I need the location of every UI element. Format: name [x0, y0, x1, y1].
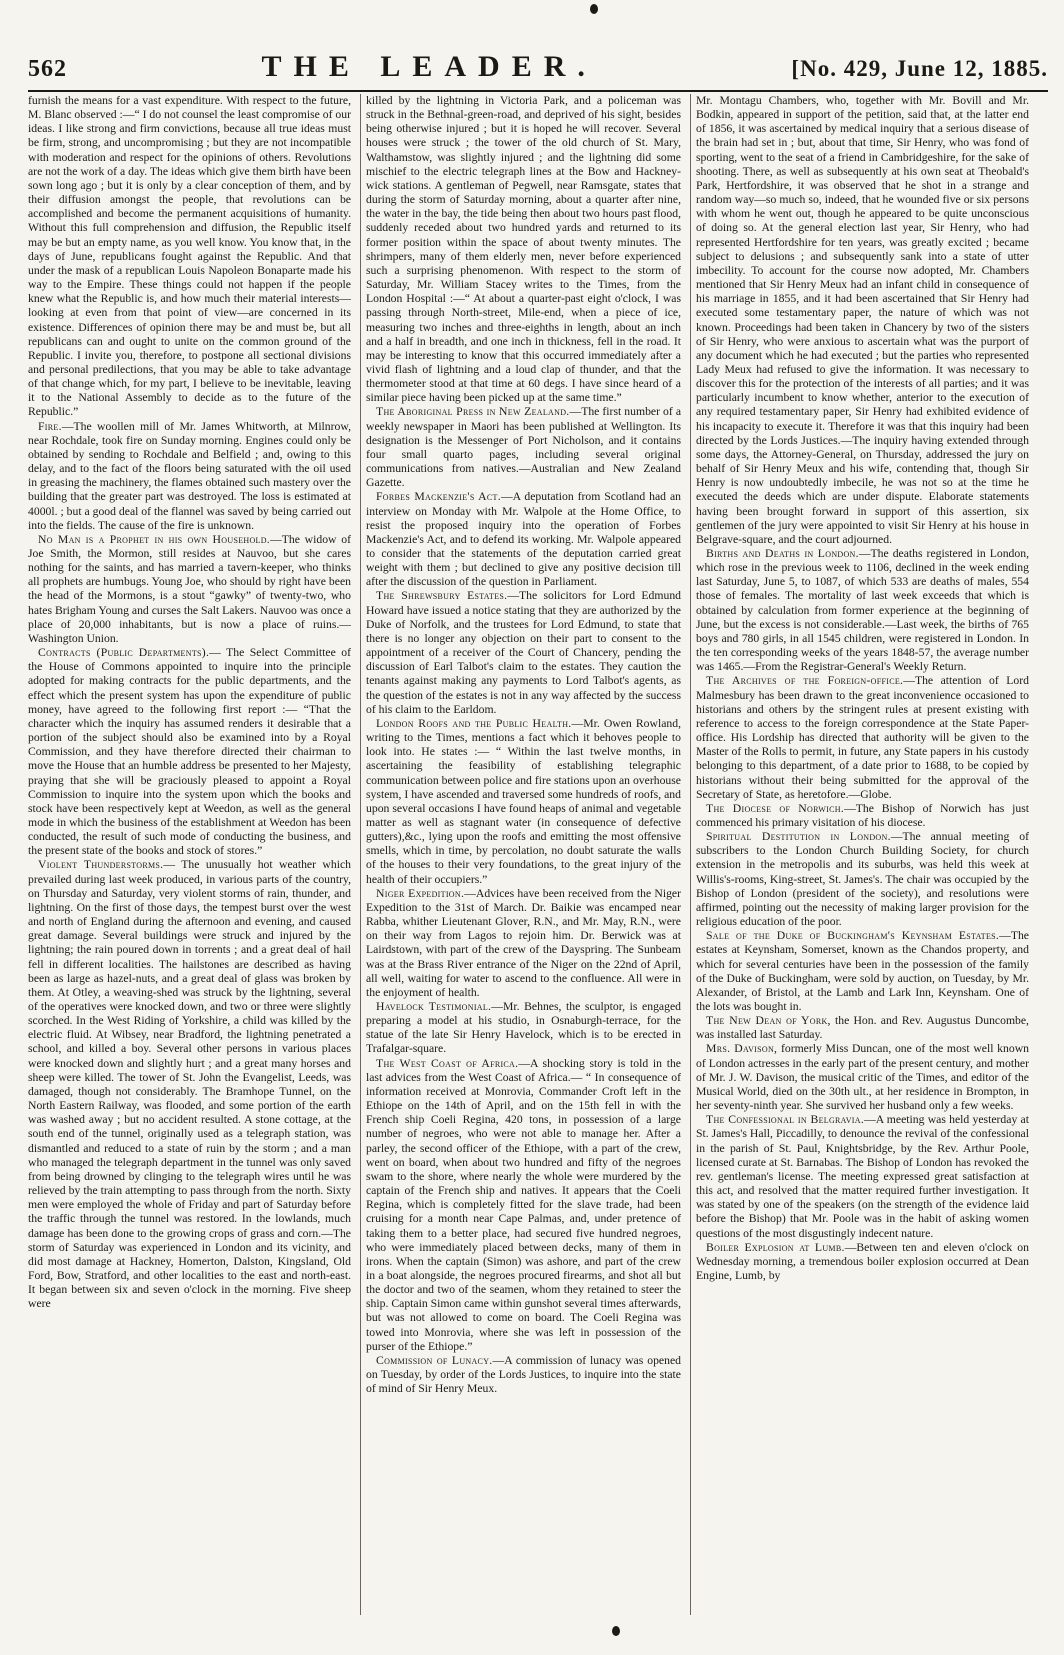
article-heading: Contracts (Public Departments).	[38, 646, 210, 660]
ink-blot	[612, 1626, 620, 1636]
article-heading: Commission of Lunacy.	[376, 1353, 493, 1367]
article-paragraph	[696, 1241, 1029, 1283]
column-1	[28, 94, 351, 1615]
article-text: —The Bishop of Norwich has just commenced his primary visitation of his diocese.	[696, 801, 1029, 829]
article-paragraph	[696, 802, 1029, 830]
article-paragraph	[366, 94, 681, 405]
article-paragraph	[28, 858, 351, 1311]
article-paragraph	[366, 1000, 681, 1057]
article-heading: Forbes Mackenzie's Act.	[376, 490, 501, 504]
article-paragraph	[696, 830, 1029, 929]
page-number: 562	[28, 56, 67, 82]
article-heading: Sale of the Duke of Buckingham's Keynsham Estates.	[706, 929, 1000, 943]
article-heading: The Archives of the Foreign-office.	[706, 674, 904, 688]
article-text: —The first number of a weekly newspaper in Maori has been published at Wellington. Its designation is the Messenger of Port Nicholson, and it contains four small quarto pages, including several original communications from natives.—Australian and New Zealand Gazette.	[366, 405, 681, 490]
article-heading: Mrs. Davison,	[706, 1042, 778, 1056]
article-heading: Fire.	[38, 419, 62, 433]
article-paragraph	[696, 94, 1029, 547]
article-heading: No Man is a Prophet in his own Household.	[38, 532, 271, 546]
masthead	[28, 50, 1048, 92]
article-heading: Spiritual Destitution in London.	[706, 830, 891, 844]
article-text: —The deaths registered in London, which rose in the previous week to 1106, declined in the week ending last Saturday, June 5, to 1087, of which 533 are deaths of males, 554 those of females. The mortality of last week exceeds that which is obtained by calculation from former experience at the beginning of June, but the excess is not considerable.—Last week, the births of 765 boys and 780 girls, in all 1545 children, were registered in London. In the ten corresponding weeks of the years 1848-57, the average number was 1465.—From the Registrar-General's Weekly Return.	[696, 547, 1029, 674]
article-text: —A commission of lunacy was opened on Tuesday, by order of the Lords Justices, to inquire into the state of mind of Sir Henry Meux.	[366, 1353, 681, 1396]
article-text: —A shocking story is told in the last advices from the West Coast of Africa.— “ In consequence of information received at Monrovia, Commander Croft left in the Ethiope on the 14th of April, and on the 15th fell in with the French ship Coeli Regina, 420 tons, in possession of a large number of negroes, who were not able to manage her. After a parley, the second officer of the Ethiope, with a part of the crew, went on board, when about two hundred and fifty of the negroes swam to the shore, where nearly the whole were murdered by the captain of the French ship and natives. It appears that the Coeli Regina, which is completely fitted for the slave trade, had been cruising for a month near Cape Palmas, and, under pretence of taking them to a better place, had secured five hundred negroes, who were immediately placed between decks, many of them in irons. When the captain (Simon) was ashore, and part of the crew in a boat alongside, the negroes procured firearms, and shot all but the doctor and two of the seamen, whom they retained to steer the ship. Captain Simon came within gunshot several times afterwards, but was not allowed to come on board. The Coeli Regina was towed into Monrovia, where she was left in possession of the purser of the Ethiope.”	[366, 1056, 681, 1353]
article-heading: The Confessional in Belgravia.	[706, 1113, 865, 1127]
article-heading: Niger Expedition.	[376, 886, 465, 900]
article-text: —The woollen mill of Mr. James Whitworth, at Milnrow, near Rochdale, took fire on Sunday morning. Engines could only be obtained by sending to Rochdale and Belfield ; and, owing to this delay, and to the fact of the floors being saturated with the oil used in greasing the machinery, the flames obtained such mastery over the building that the greater part was destroyed. The loss is estimated at 4000l. ; but a good deal of the flannel was saved by being carried out into the fields. The cause of the fire is unknown.	[28, 419, 351, 532]
article-columns	[28, 94, 1052, 1615]
article-text: —Mr. Owen Rowland, writing to the Times, mentions a fact which it behoves people to look into. He states :— “ Within the last twelve months, in ascertaining the feasibility of establishing telegraphic communication between police and fire stations upon an overhouse system, I have ascended and traversed some hundreds of roofs, and upon several occasions I have found heaps of animal and vegetable matter as well as stagnant water (in consequence of defective gutters),&c., lying upon the roofs and emitting the most offensive smells, which in time, by percolation, no doubt saturate the walls of the houses to their very foundations, to the great injury of the health of their occupiers.”	[366, 716, 681, 886]
article-paragraph	[366, 490, 681, 589]
issue-line: [No. 429, June 12, 1885.	[791, 56, 1048, 81]
article-text: —The estates at Keynsham, Somerset, known as the Chandos property, and which for several centuries have been in the possession of the family of the Duke of Buckingham, were sold by auction, on Tuesday, by Mr. Alexander, of Bristol, at the Lamb and Lark Inn, Keynsham. One of the lots was bought in.	[696, 929, 1029, 1013]
article-paragraph	[28, 533, 351, 646]
article-text: —The solicitors for Lord Edmund Howard have issued a notice stating that they are authorized by the Duke of Norfolk, and the trustees for Lord Edmund, to state that there is no longer any objection on their part to consent to the appointment of a receiver of the Court of Chancery, pending the discussion of Earl Talbot's claim to the estates. They caution the tenants against making any payments to Lord Talbot's agents, as the question of the estates is not in any way affected by the success of his claim to the Earldom.	[366, 589, 681, 716]
article-heading: Havelock Testimonial.	[376, 1000, 492, 1013]
article-text: — The Select Committee of the House of Commons appointed to inquire into the principle adopted for making contracts for the public departments, and the effect which the present system has upon the expenditure of public money, have agreed to the following first report :— “That the character which the inquiry has assumed renders it desirable that a portion of the subject should also be examined into by a Royal Commission, and they have therefore directed their chairman to move the House that an humble address be presented to her Majesty, praying that she will be graciously pleased to appoint a Royal Commission to inquire into the system upon which the books and stock have been respectively kept at Weedon, as well as the general mode in which the business of the establishment at Weedon has been conducted, the result of such mode of conducting the business, and the present state of the books and stock of stores.”	[28, 646, 351, 858]
article-heading: Boiler Explosion at Lumb.	[706, 1240, 845, 1254]
article-text: —Advices have been received from the Niger Expedition to the 31st of March. Dr. Baikie was encamped near Rabba, whither Lieutenant Glover, R.N., and Mr. May, R.N., were on their way from Lagos to rejoin him. Dr. Berwick was at Lairdstown, with part of the crew of the Dayspring. The Sunbeam was at the Brass River entrance of the Niger on the 22nd of April, all well, waiting for water to ascend to the confluence. All were in the enjoyment of health.	[366, 886, 681, 999]
article-paragraph	[366, 1354, 681, 1396]
article-paragraph	[696, 1042, 1029, 1113]
article-paragraph	[366, 717, 681, 887]
article-paragraph	[696, 1014, 1029, 1042]
article-text: —Mr. Behnes, the sculptor, is engaged preparing a model at his studio, in Osnaburgh-terrace, for the statue of the late Sir Henry Havelock, which is to be erected in Trafalgar-square.	[366, 1000, 681, 1056]
article-heading: The West Coast of Africa.	[376, 1056, 519, 1070]
article-paragraph	[696, 674, 1029, 801]
article-text: — The unusually hot weather which prevailed during last week produced, in various parts of the country, on Thursday and Saturday, very violent storms of rain, thunder, and lightning. On the first of those days, the tempest burst over the west and north of England during the afternoon and evening, and caused great damage. Several buildings were struck and injured by the lightning; the rain poured down in torrents ; and a great deal of hail fell in different localities. The hailstones are described as having been as large as hazel-nuts, and a great deal of glass was broken by them. At Otley, a weaving-shed was struck by the lightning, several of the operatives were knocked down, and two or three were slightly scorched. In the West Riding of Yorkshire, a child was killed by the electric fluid. At Wibsey, near Bradford, the lightning penetrated a school, and killed a boy. Several other persons in various places were knocked down and slightly hurt ; and a great many horses and sheep were killed. The tower of St. John the Evangelist, Leeds, was damaged, though not considerably. The Bramhope Tunnel, on the North Eastern Railway, was flooded, and some portion of the earth was washed away ; but no accident resulted. A stone cottage, at the south end of the tunnel, originally used as a telegraph station, was dismantled and reduced to a state of ruin by the storm ; and a man who managed the telegraph department in the tunnel was only saved from being drowned by clinging to the telegraph wires until he was relieved by the train attempting to pass through from the north. Sixty men were employed the whole of Friday and part of Saturday before the traffic through the tunnel was restored. In the lowlands, much damage has been done to the growing crops of grass and corn.—The storm of Saturday was experienced in London and its vicinity, and did most damage at Hackney, Homerton, Dalston, Kingsland, Old Ford, Bow, Stratford, and other localities to the east and north-east. It began between six and seven o'clock in the morning. Five sheep were	[28, 858, 351, 1311]
article-paragraph	[366, 589, 681, 716]
article-text: furnish the means for a vast expenditure. With respect to the future, M. Blanc observed :—“ I do not counsel the least compromise of our ideas. I like strong and firm convictions, because all true ideas must be firm, strong, and uncompromising ; but they are not incompatible with moderation and respect for the opinions of others. Revolutions are not the work of a day. The ideas which give them birth have been sown long ago ; but it is only by a clear conception of them, and by their diffusion amongst the people, that revolutions can be accomplished and become the permanent acquisitions of humanity. Without this full comprehension and diffusion, the Republic itself may be but an empty name, as you well know. You know that, in the days of June, republicans fought against the Republic. And that under the mask of a republican Louis Napoleon Bonaparte made his way to the Empire. These things could not happen if the people knew what the Republic is, and how much their material interests—looking at even from that point of view—are concerned in its existence. Differences of opinion there may be and must be, but all republicans can and ought to unite on the common ground of the Republic. I invite you, therefore, to postpone all sectional divisions and personal predilections, that you may be able to take advantage of that change which, for my part, I believe to be inevitable, leaving it to the National Assembly to decide as to the future of the Republic.”	[28, 94, 351, 419]
article-text: killed by the lightning in Victoria Park, and a policeman was struck in the Bethnal-green-road, and deprived of his sight, besides being otherwise injured ; but it is hoped he will recover. Several houses were struck ; the tower of the old church of St. Mary, Walthamstow, was slightly injured ; and the lightning did some mischief to the electric telegraph lines at the Bow and Hackney-wick stations. A gentleman of Pegwell, near Ramsgate, states that during the storm of Saturday morning, about a quarter after nine, the water in the bay, the tide being then about two hours past flood, suddenly receded about two hundred yards and returned to its former position within the space of about twenty minutes. The shrimpers, many of them elderly men, never before experienced such a surprising phenomenon. With respect to the storm of Saturday, Mr. William Stacey writes to the Times, from the London Hospital :—“ At about a quarter-past eight o'clock, I was passing through North-street, Mile-end, when a piece of ice, measuring two inches and three-eighths in length, about an inch and a half in breadth, and one inch in thickness, fell in the road. It may be interesting to know that this occurred immediately after a vivid flash of lightning and a loud clap of thunder, and that the thermometer stood at that time at 60 degs. I have since heard of a similar piece having been picked up at the same time.”	[366, 94, 681, 405]
article-heading: The New Dean of York,	[706, 1014, 831, 1028]
article-paragraph	[696, 929, 1029, 1014]
article-heading: The Diocese of Norwich.	[706, 801, 845, 815]
article-paragraph	[696, 547, 1029, 674]
article-text: —The annual meeting of subscribers to the London Church Building Society, for church extension in the metropolis and its suburbs, was held this week at Willis's-rooms, King-street, St. James's. The chair was occupied by the Bishop of London (president of the society), and resolutions were affirmed, pointing out the necessity of making larger provision for the religious education of the poor.	[696, 830, 1029, 929]
article-text: —The attention of Lord Malmesbury has been drawn to the great inconvenience occasioned to historians and others by the stringent rules at present existing with reference to access to the foreign correspondence at the State Paper-office. His Lordship has directed that authority will be given to the Master of the Rolls to permit, in future, any State papers in his custody belonging to this department, of a date prior to 1688, to be copied by historians without their being submitted for the approval of the Secretary of State, as heretofore.—Globe.	[696, 674, 1029, 801]
article-text: —The widow of Joe Smith, the Mormon, still resides at Nauvoo, but she cares nothing for the saints, and has married a tavern-keeper, who thinks all prophets are humbugs. Young Joe, who should by right have been the head of the Mormons, is a stout “gawky” of twenty-two, who hates Brigham Young and curses the Salt Lakers. Nauvoo was once a place of 20,000 inhabitants, but is now a place of ruins.—Washington Union.	[28, 532, 351, 645]
article-text: —Between ten and eleven o'clock on Wednesday morning, a tremendous boiler explosion occurred at Dean Engine, Lumb, by	[696, 1240, 1029, 1282]
ink-blot	[590, 4, 598, 14]
article-paragraph	[28, 94, 351, 420]
article-text: formerly Miss Duncan, one of the most well known of London actresses in the early part of the present century, and mother of Mr. J. W. Davison, the musical critic of the Times, and editor of the Musical World, died on the 30th ult., at her residence in Brompton, in her seventy-ninth year. She survived her husband only a few weeks.	[696, 1042, 1029, 1113]
article-paragraph	[28, 420, 351, 533]
article-text: —A deputation from Scotland had an interview on Monday with Mr. Walpole at the Home Office, to resist the proposed inquiry into the operation of Forbes Mackenzie's Act, and to defend its working. Mr. Walpole appeared to consider that the statements of the deputation carried great weight with them ; but declined to give any positive decision till after the discussion of the question in Parliament.	[366, 490, 681, 589]
article-text: the Hon. and Rev. Augustus Duncombe, was installed last Saturday.	[696, 1014, 1029, 1042]
column-3	[690, 94, 1029, 1615]
article-paragraph	[366, 1057, 681, 1354]
article-paragraph	[28, 646, 351, 858]
article-heading: London Roofs and the Public Health.	[376, 716, 572, 730]
article-heading: Violent Thunderstorms.	[38, 858, 164, 872]
article-paragraph	[366, 887, 681, 1000]
article-text: —A meeting was held yesterday at St. James's Hall, Piccadilly, to denounce the revival of the confessional in the parish of St. Paul, Knightsbridge, by the Rev. Arthur Poole, licensed curate at St. Barnabas. The Bishop of London has revoked the rev. gentleman's license. The meeting expressed great satisfaction at this act, and resolved that the matter required further investigation. It was stated by one of the speakers (on the strength of the evidence laid before the Bishop) that Mr. Poole was in the habit of asking women questions of the most disgustingly indecent nature.	[696, 1113, 1029, 1240]
column-2	[360, 94, 681, 1615]
article-heading: Births and Deaths in London.	[706, 547, 859, 560]
newspaper-title: THE LEADER.	[261, 50, 597, 83]
article-heading: The Shrewsbury Estates.	[376, 589, 508, 603]
article-text: Mr. Montagu Chambers, who, together with Mr. Bovill and Mr. Bodkin, appeared in support of the petition, said that, at the latter end of 1856, it was ascertained by medical inquiry that a serious disease of the brain had set in ; but, about that time, Sir Henry, who was fond of sporting, went to the seat of a friend in Cambridgeshire, for the sake of shooting. There, as well as subsequently at his own seat at Theobald's Park, Hertfordshire, it was observed that he shot in a strange and random way—so much so, indeed, that he wounded five or six persons with whom he went out, though he appeared to be quite unconscious of doing so. At the general election last year, Sir Henry, who had represented Hertfordshire for ten years, was greatly excited ; became subject to delusions ; and subsequently sank into a state of utter imbecility. To account for the course now adopted, Mr. Chambers mentioned that Sir Henry Meux had an infant child in consequence of his marriage in 1855, and it had been ascertained that Sir Henry had executed some testamentary paper, the nature of which was not known. Proceedings had been taken in Chancery by two of the sisters of Sir Henry, who were anxious to ascertain what was the purport of any document which he had executed ; but the parties who represented Lady Meux had refused to give the information. It was necessary to discover this for the protection of the interests of all parties; and it was particularly incumbent to know whether, anterior to the execution of any required testamentary paper, Sir Henry had exhibited evidence of his incapacity to execute it. Therefore it was that this inquiry had been directed by the Lords Justices.—The inquiry having extended through some days, the Attorney-General, on Thursday, addressed the jury on behalf of Sir Henry Meux and his wife, contending that, though Sir Henry is now undoubtedly imbecile, he was not so at the time he executed the deeds which are under dispute. Elaborate statements having been brought forward in support of this assertion, six gentlemen of the jury were appointed to visit Sir Henry at his house in Belgrave-square, and the court adjourned.	[696, 94, 1029, 546]
article-paragraph	[696, 1113, 1029, 1240]
article-paragraph	[366, 405, 681, 490]
article-heading: The Aboriginal Press in New Zealand.	[376, 405, 570, 419]
